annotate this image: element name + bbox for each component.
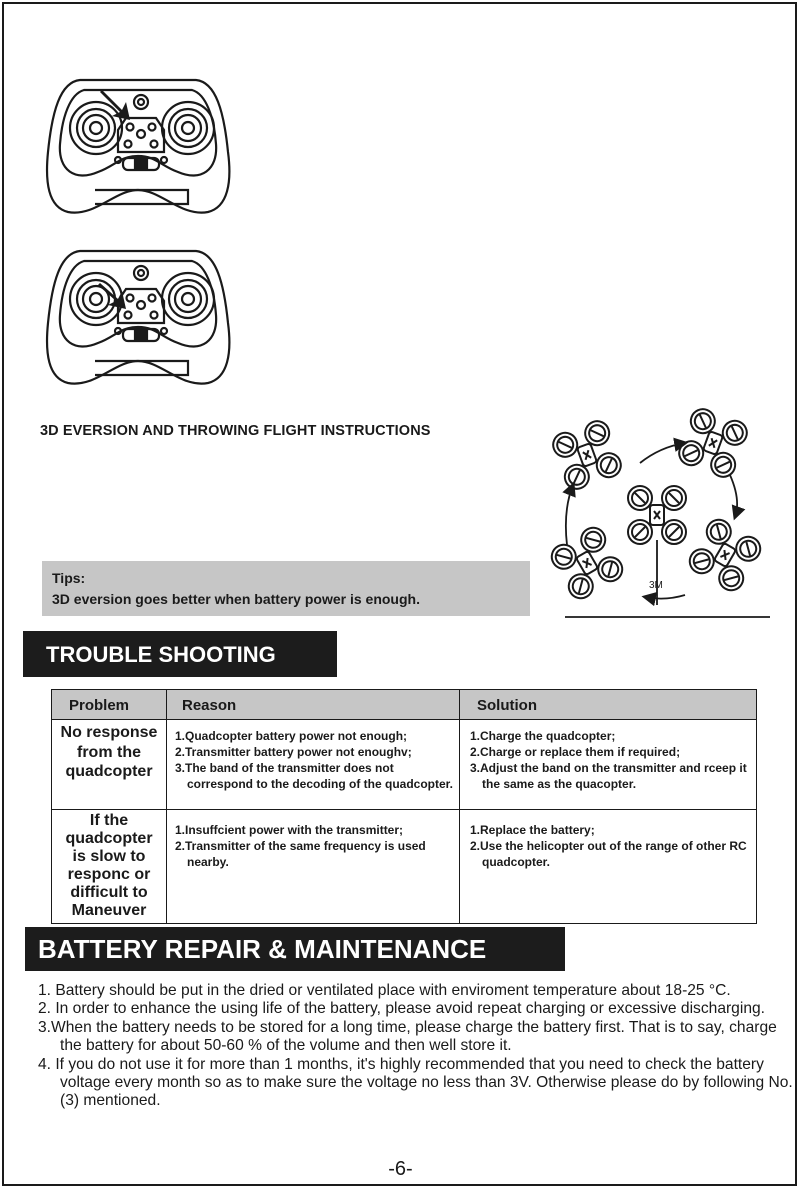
list-item: 4. If you do not use it for more than 1 months, it's highly recommended that you need to check the battery voltage every month so as to make sure the voltage no less than 3V. Otherwise please do by following No. (3) mentioned. [38, 1055, 793, 1110]
tips-title: Tips: [52, 570, 86, 586]
solution-list [470, 822, 748, 870]
quadcopter-icon [547, 523, 626, 602]
list-item: 1. Battery should be put in the dried or ventilated place with enviroment temperature about 18-25 °C. [38, 982, 731, 999]
header-problem: Problem [69, 697, 130, 714]
quadcopter-icon [685, 515, 764, 594]
list-item: 2. In order to enhance the using life of the battery, please avoid repeat charging or excessive discharging. [38, 1000, 765, 1018]
list-item: 2.Use the helicopter out of the range of other RC quadcopter. [470, 839, 747, 869]
list-item: 2.Charge or replace them if required; [470, 745, 681, 759]
list-item: 3.Adjust the band on the transmitter and rceep it the same as the quacopter. [470, 761, 747, 791]
trouble-shooting-title: TROUBLE SHOOTING [46, 642, 276, 667]
reason-list [175, 822, 457, 870]
problem-cell: No response from the quadcopter [60, 724, 158, 780]
header-solution-cell [460, 690, 756, 719]
distance-label: 3M [649, 580, 663, 591]
row-divider [52, 719, 756, 720]
column-divider [166, 690, 167, 923]
tips-text: 3D eversion goes better when battery power is enough. [52, 591, 420, 607]
quadcopter-icon [676, 406, 750, 480]
trouble-table [51, 689, 757, 924]
list-item: 2.Transmitter of the same frequency is used nearby. [175, 839, 426, 869]
list-item: 1.Quadcopter battery power not enough; [175, 729, 408, 743]
battery-maintenance-title: BATTERY REPAIR & MAINTENANCE [38, 934, 487, 964]
battery-maintenance-list [38, 982, 793, 1111]
quadcopter-icon [550, 418, 624, 492]
3d-eversion-diagram [545, 405, 785, 625]
column-divider [459, 690, 460, 923]
reason-list [175, 728, 457, 792]
transmitter-illustration-top [40, 72, 245, 218]
3d-flight-heading: 3D EVERSION AND THROWING FLIGHT INSTRUCTIONS [40, 423, 431, 439]
header-problem-cell [52, 690, 166, 719]
transmitter-illustration-bottom [40, 243, 245, 389]
battery-maintenance-banner [25, 927, 565, 971]
row-divider [52, 809, 756, 810]
trouble-shooting-banner [23, 631, 337, 677]
tips-box [42, 561, 530, 616]
header-solution: Solution [477, 697, 537, 714]
list-item: 1.Replace the battery; [470, 823, 595, 837]
quadcopter-icon [628, 486, 686, 544]
list-item: 1.Charge the quadcopter; [470, 729, 616, 743]
list-item: 3.When the battery needs to be stored for a long time, please charge the battery first. That is to say, charge the battery for about 50-60 % of the volume and then well store it. [38, 1018, 777, 1055]
problem-cell: If the quadcopter is slow to responc or difficult to Maneuver [65, 812, 153, 919]
header-reason-cell [167, 690, 459, 719]
solution-list [470, 728, 755, 792]
list-item: 2.Transmitter battery power not enoughv; [175, 745, 412, 759]
list-item: 1.Insuffcient power with the transmitter; [175, 823, 404, 837]
list-item: 3.The band of the transmitter does not correspond to the decoding of the quadcopter. [175, 761, 454, 791]
page-number: -6- [388, 1158, 413, 1180]
header-reason: Reason [182, 697, 237, 714]
